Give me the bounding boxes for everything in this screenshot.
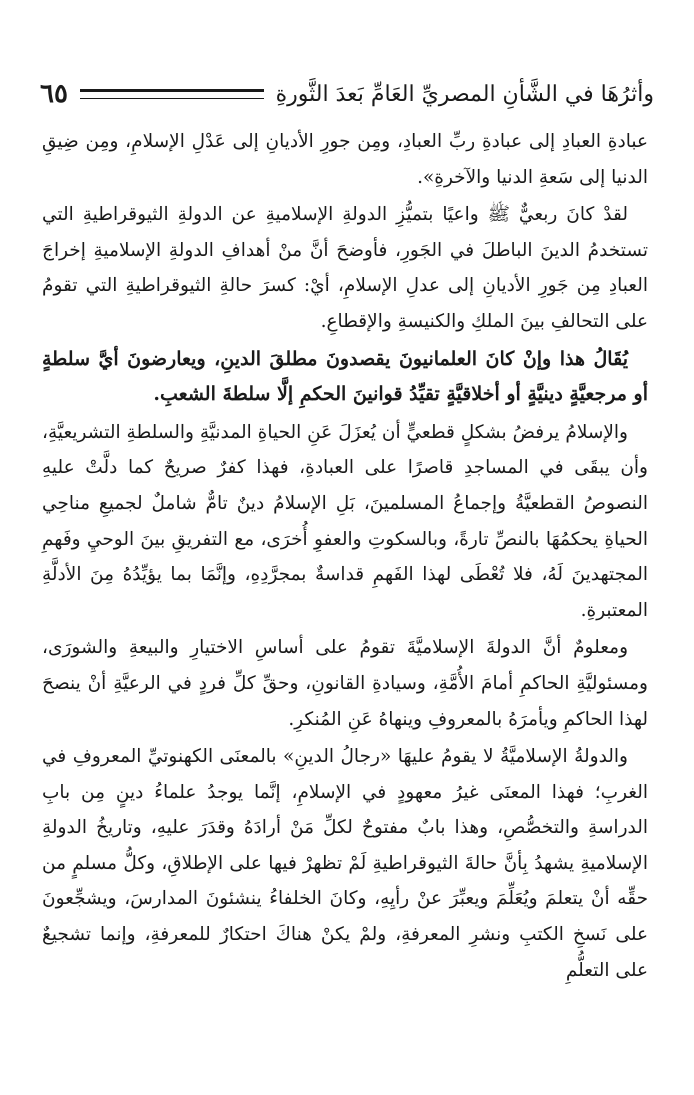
page-number: ٦٥ bbox=[40, 79, 68, 109]
paragraph: لقدْ كانَ ربعيٌّ ﷺ واعيًا بتميُّزِ الدولةِ الإسلاميةِ عن الدولةِ الثيوقراطيةِ التي تستخدمُ الدينَ الباطلَ في الجَورِ، فأوضحَ أنَّ منْ أهدافِ الدولةِ الإسلاميةِ إخراجَ العبادِ مِن جَورِ الأديانِ إلى عدلِ الإسلامِ، أيْ: كسرَ حالةِ الثيوقراطيةِ التي تقومُ على التحالفِ بينَ الملكِ والكنيسةِ والإقطاعِ. bbox=[42, 204, 648, 332]
header-rule bbox=[80, 89, 264, 99]
paragraph: والدولةُ الإسلاميَّةُ لا يقومُ عليهَا «رجالُ الدينِ» بالمعنَى الكهنوتيِّ المعروفِ في الغربِ؛ فهذا المعنَى غيرُ معهودٍ في الإسلامِ، إنَّما يوجدُ علماءُ دينٍ مِن بابِ الدراسةِ والتخصُّصِ، وهذا بابٌ مفتوحٌ لكلِّ مَنْ أرادَهُ وقدَرَ عليهِ، وتاريخُ الدولةِ الإسلاميةِ يشهدُ بِأنَّ حالةَ الثيوقراطيةِ لَمْ تظهرْ فيها على الإطلاقِ، وكلُّ مسلمٍ من حقِّه أنْ يتعلمَ ويُعَلِّمَ ويعبِّرَ عنْ رأيِهِ، وكانَ الخلفاءُ ينشئونَ المدارسَ، ويشجِّعونَ على نَسخِ الكتبِ ونشرِ المعرفةِ، ولمْ يكنْ هناكَ احتكارٌ للمعرفةِ، وإنما تشجيعٌ على التعلُّمِ bbox=[42, 746, 648, 981]
page-header bbox=[40, 74, 654, 114]
paragraph: والإسلامُ يرفضُ بشكلٍ قطعيٍّ أن يُعزَلَ عَنِ الحياةِ المدنيَّةِ والسلطةِ التشريعيَّةِ، وأن يبقَى في المساجدِ قاصرًا على العبادةِ، فهذا كفرٌ صريحٌ كما دلَّتْ عليهِ النصوصُ القطعيَّةُ وإجماعُ المسلمينَ، بَلِ الإسلامُ دينٌ تامٌّ شاملٌ لجميعِ مناحِي الحياةِ يحكمُهَا بالنصِّ تارةً، وبالسكوتِ والعفوِ أُخرَى، مع التفريقِ بينَ الوحيِ وفَهمِ المجتهدينَ لَهُ، فلا تُعْطَى لهذا الفَهمِ قداسةٌ بمجرَّدِهِ، وإنَّمَا بما يؤيِّدُهُ مِنَ الأدلَّةِ المعتبرةِ. bbox=[42, 421, 649, 621]
running-head: وأثرُهَا في الشَّأنِ المصريِّ العَامِّ بَعدَ الثَّورةِ bbox=[275, 81, 654, 107]
body-text bbox=[42, 124, 648, 990]
bold-paragraph: يُقَالُ هذا وإنْ كانَ العلمانيونَ يقصدونَ مطلقَ الدينِ، ويعارضونَ أيَّ سلطةٍ أو مرجعيَّةٍ دينيَّةٍ أو أخلاقيَّةٍ تقيِّدُ قوانينَ الحكمِ إلَّا سلطةَ الشعبِ. bbox=[42, 347, 648, 406]
paragraph: ومعلومٌ أنَّ الدولةَ الإسلاميَّةَ تقومُ على أساسِ الاختيارِ والبيعةِ والشورَى، ومسئوليَّةِ الحاكمِ أمامَ الأُمَّةِ، وسيادةِ القانونِ، وحقِّ كلِّ فردٍ في الرعيَّةِ أنْ ينصحَ لهذا الحاكمِ ويأمرَهُ بالمعروفِ وينهاهُ عَنِ المُنكرِ. bbox=[42, 637, 648, 730]
paragraph: عبادةِ العبادِ إلى عبادةِ ربِّ العبادِ، ومِن جورِ الأديانِ إلى عَدْلِ الإسلامِ، ومِن ضِيقِ الدنيا إلى سَعةِ الدنيا والآخرةِ». bbox=[42, 131, 648, 188]
